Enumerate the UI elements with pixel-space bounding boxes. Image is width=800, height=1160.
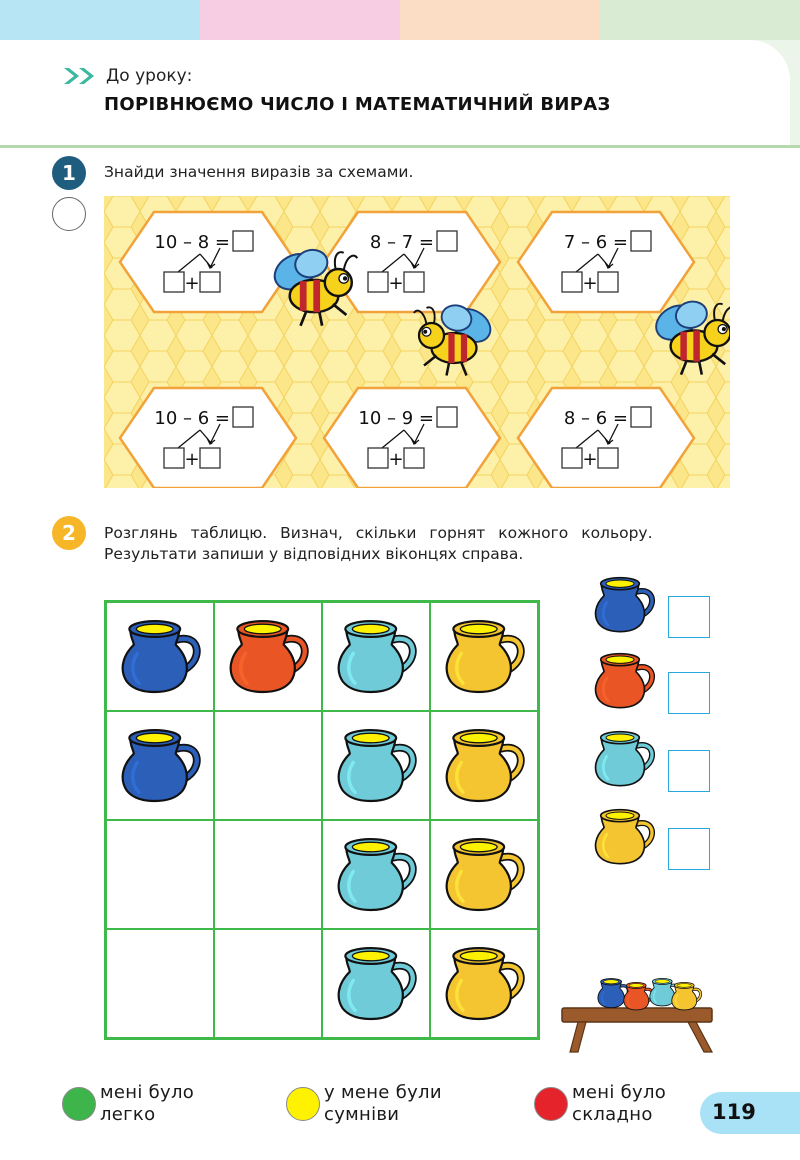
color-tab <box>0 0 200 40</box>
green-dot-icon[interactable] <box>62 1087 96 1121</box>
plus-sign: + <box>388 449 404 470</box>
rating-doubt[interactable] <box>286 1082 442 1126</box>
expression-hexagon <box>120 212 296 312</box>
result-box[interactable] <box>233 407 253 427</box>
table-cell <box>214 711 322 820</box>
table-cell <box>106 820 214 929</box>
cyan-jug-icon <box>334 721 418 811</box>
shelf-with-jugs-illustration <box>560 968 714 1054</box>
color-tab <box>200 0 400 40</box>
table-cell <box>322 929 430 1038</box>
plus-sign: + <box>582 449 598 470</box>
result-box[interactable] <box>631 407 651 427</box>
table-cell <box>322 602 430 711</box>
expression-hexagon <box>120 388 296 488</box>
result-box[interactable] <box>233 231 253 251</box>
expression-hexagon <box>518 212 694 312</box>
double-chevron-icon <box>62 66 98 86</box>
answer-box-yellow[interactable] <box>668 828 710 870</box>
table-cell <box>430 602 538 711</box>
answer-box-cyan[interactable] <box>668 750 710 792</box>
color-tabs <box>0 0 800 40</box>
split-box[interactable] <box>368 448 388 468</box>
yellow-jug-legend-icon <box>592 804 656 870</box>
red-jug-legend-icon <box>592 648 656 714</box>
table-cell <box>430 711 538 820</box>
result-box[interactable] <box>437 407 457 427</box>
table-cell <box>214 602 322 711</box>
split-box[interactable] <box>200 448 220 468</box>
table-cell <box>322 711 430 820</box>
honeycomb-panel <box>104 196 730 488</box>
result-box[interactable] <box>437 231 457 251</box>
expression-text: 8 – 7 = <box>369 232 434 253</box>
task-1-badge: 1 <box>52 156 86 190</box>
table-cell <box>106 602 214 711</box>
yellow-jug-icon <box>442 721 526 811</box>
task-2-instruction-line-2: Результати запиши у відповідних віконцях справа. <box>104 545 524 563</box>
cyan-jug-icon <box>334 612 418 702</box>
blue-jug-icon <box>118 612 202 702</box>
answer-box-blue[interactable] <box>668 596 710 638</box>
red-jug-icon <box>226 612 310 702</box>
cyan-jug-legend-icon <box>592 726 656 792</box>
split-box[interactable] <box>368 272 388 292</box>
lesson-kicker-text: До уроку: <box>106 66 193 86</box>
task-1-check-circle[interactable] <box>52 197 86 231</box>
task-2-badge: 2 <box>52 516 86 550</box>
table-cell <box>214 929 322 1038</box>
table-cell <box>430 820 538 929</box>
plus-sign: + <box>388 273 404 294</box>
color-tab <box>400 0 600 40</box>
table-cell <box>214 820 322 929</box>
split-box[interactable] <box>598 448 618 468</box>
split-box[interactable] <box>164 272 184 292</box>
expression-text: 7 – 6 = <box>563 232 628 253</box>
table-cell <box>106 711 214 820</box>
header-divider <box>0 145 800 148</box>
split-box[interactable] <box>562 272 582 292</box>
red-dot-icon[interactable] <box>534 1087 568 1121</box>
split-box[interactable] <box>200 272 220 292</box>
task-2-instruction <box>104 523 653 565</box>
split-box[interactable] <box>164 448 184 468</box>
answer-box-red[interactable] <box>668 672 710 714</box>
split-box[interactable] <box>562 448 582 468</box>
plus-sign: + <box>582 273 598 294</box>
table-cell <box>106 929 214 1038</box>
split-box[interactable] <box>404 448 424 468</box>
task-2-instruction-line-1: Розглянь таблицю. Визнач, скільки горнят кожного кольору. <box>104 524 653 542</box>
table-cell <box>430 929 538 1038</box>
split-box[interactable] <box>404 272 424 292</box>
page-number: 119 <box>712 1100 756 1124</box>
expression-hexagon <box>324 212 500 312</box>
expression-text: 8 – 6 = <box>563 408 628 429</box>
jug-table <box>104 600 540 1040</box>
expression-text: 10 – 9 = <box>358 408 434 429</box>
lesson-title: ПОРІВНЮЄМО ЧИСЛО І МАТЕМАТИЧНИЙ ВИРАЗ <box>104 94 611 115</box>
table-cell <box>322 820 430 929</box>
yellow-jug-icon <box>442 612 526 702</box>
expression-text: 10 – 8 = <box>154 232 230 253</box>
rating-easy[interactable] <box>62 1082 194 1126</box>
expression-text: 10 – 6 = <box>154 408 230 429</box>
plus-sign: + <box>184 273 200 294</box>
yellow-dot-icon[interactable] <box>286 1087 320 1121</box>
result-box[interactable] <box>631 231 651 251</box>
header-card <box>0 40 790 145</box>
split-box[interactable] <box>598 272 618 292</box>
page-number-tab <box>700 1092 800 1134</box>
task-1-instruction: Знайди значення виразів за схемами. <box>104 163 414 181</box>
rating-easy-text: мені було легко <box>100 1082 195 1125</box>
rating-hard[interactable] <box>534 1082 666 1126</box>
color-tab <box>600 0 800 40</box>
cyan-jug-icon <box>334 830 418 920</box>
blue-jug-icon <box>118 721 202 811</box>
cyan-jug-icon <box>334 939 418 1029</box>
rating-hard-text: мені було складно <box>572 1082 667 1125</box>
expression-hexagon <box>518 388 694 488</box>
yellow-jug-icon <box>442 939 526 1029</box>
yellow-jug-icon <box>442 830 526 920</box>
expression-hexagon <box>324 388 500 488</box>
lesson-kicker <box>62 66 192 86</box>
blue-jug-legend-icon <box>592 572 656 638</box>
plus-sign: + <box>184 449 200 470</box>
rating-doubt-text: у мене були сумніви <box>324 1082 442 1125</box>
